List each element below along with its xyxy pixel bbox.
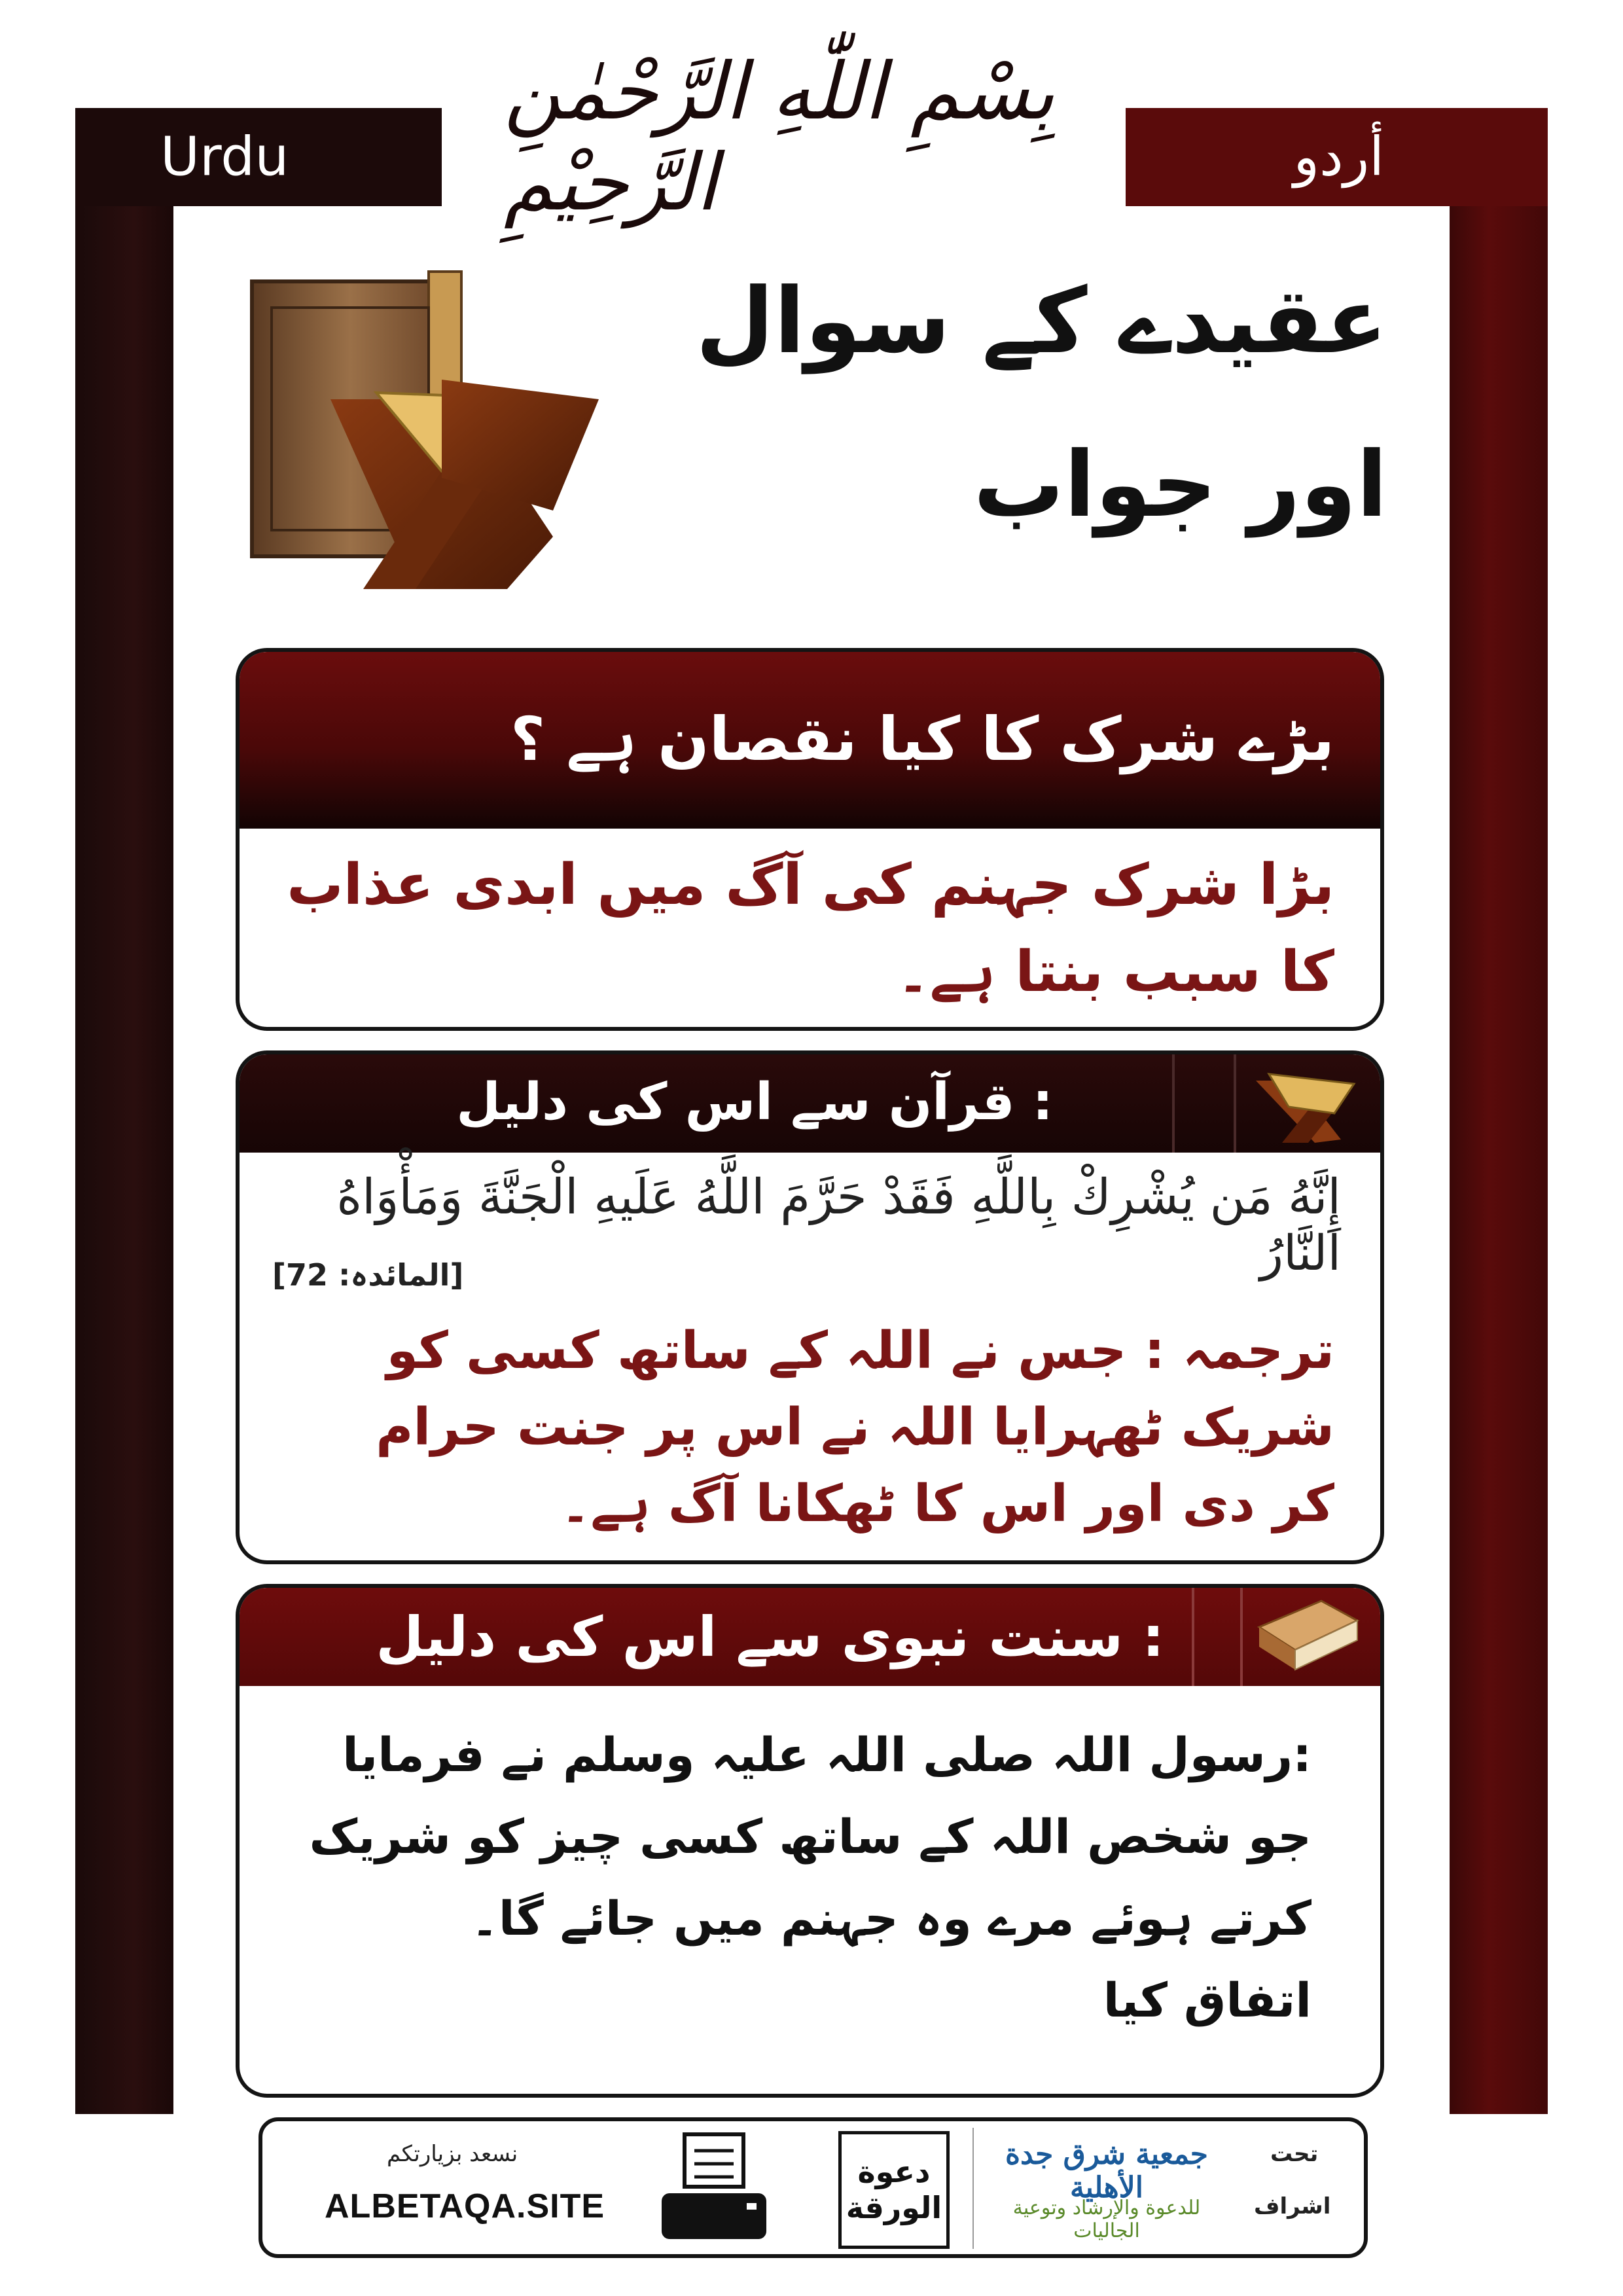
org-tagline: للدعوة والإرشاد وتوعية الجاليات — [1012, 2197, 1201, 2242]
quran-heading: قرآن سے اس کی دلیل : — [456, 1073, 1053, 1132]
hadith-source: اتفاق کیا — [1103, 1973, 1311, 2028]
language-label-english: Urdu — [160, 126, 289, 188]
printer-icon — [655, 2131, 773, 2249]
sunnah-evidence-card — [236, 1584, 1384, 2098]
question-text: بڑے شرک کا کیا نقصان ہے ؟ — [510, 704, 1334, 774]
footer-site-link[interactable]: ALBETAQA.SITE — [325, 2187, 605, 2225]
left-frame-column — [75, 108, 173, 2114]
sunnah-header — [240, 1588, 1380, 1686]
hadith-line-1: رسول اللہ صلی اللہ علیہ وسلم نے فرمایا: — [342, 1727, 1311, 1782]
hadith-line-2: جو شخص اللہ کے ساتھ کسی چیز کو شریک — [309, 1809, 1311, 1864]
quran-header — [240, 1054, 1380, 1153]
basmala-calligraphy: بِسْمِ اللّٰهِ الرَّحْمٰنِ الرَّحِيْمِ — [504, 46, 1055, 228]
right-frame-column — [1450, 108, 1548, 2114]
book-stand-icon — [245, 262, 612, 602]
hadith-line-3: کرتے ہوئے مرے وہ جہنم میں جائے گا۔ — [471, 1891, 1311, 1946]
footer-bar — [259, 2117, 1368, 2258]
verse-translation: ترجمہ : جس نے اللہ کے ساتھ کسی کو شریک ٹھہرایا اللہ نے اس پر جنت حرام کر دی اور اس کا ٹھکانا آگ ہے۔ — [376, 1321, 1334, 1534]
sunnah-heading: سنت نبوی سے اس کی دلیل : — [376, 1605, 1164, 1669]
language-tab-left — [75, 108, 442, 206]
page-title-line-1: عقیدے کے سوال — [696, 268, 1387, 374]
verse-reference: [المائدہ: 72] — [272, 1257, 464, 1293]
page-title-line-2: اور جواب — [973, 432, 1387, 537]
org-name: جمعية شرق جدة الأهلية — [1005, 2138, 1208, 2204]
quran-verse: إِنَّهُ مَن يُشْرِكْ بِاللَّهِ فَقَدْ حَرَّمَ اللَّهُ عَلَيهِ الْجَنَّةَ وَمَأْوَاهُ النَّارُ — [336, 1169, 1341, 1282]
language-tab-right — [1126, 108, 1548, 206]
supervision-label-1: تحت — [1270, 2141, 1319, 2167]
question-card — [236, 648, 1384, 1031]
quran-stand-icon — [1243, 1061, 1361, 1146]
dawa-logo: دعوة الورقة — [838, 2131, 950, 2249]
footer-greeting: نسعد بزيارتكم — [387, 2141, 518, 2167]
question-header — [240, 652, 1380, 829]
supervision-label-2: اشراف — [1254, 2193, 1331, 2219]
answer-text: بڑا شرک جہنم کی آگ میں ابدی عذاب کا سبب بنتا ہے۔ — [287, 852, 1334, 1005]
book-icon — [1249, 1598, 1364, 1676]
quran-evidence-card — [236, 1050, 1384, 1564]
header-divider — [1172, 1054, 1236, 1153]
header-divider — [1192, 1588, 1243, 1686]
language-label-arabic: أردو — [1293, 126, 1384, 188]
footer-divider — [972, 2128, 974, 2249]
